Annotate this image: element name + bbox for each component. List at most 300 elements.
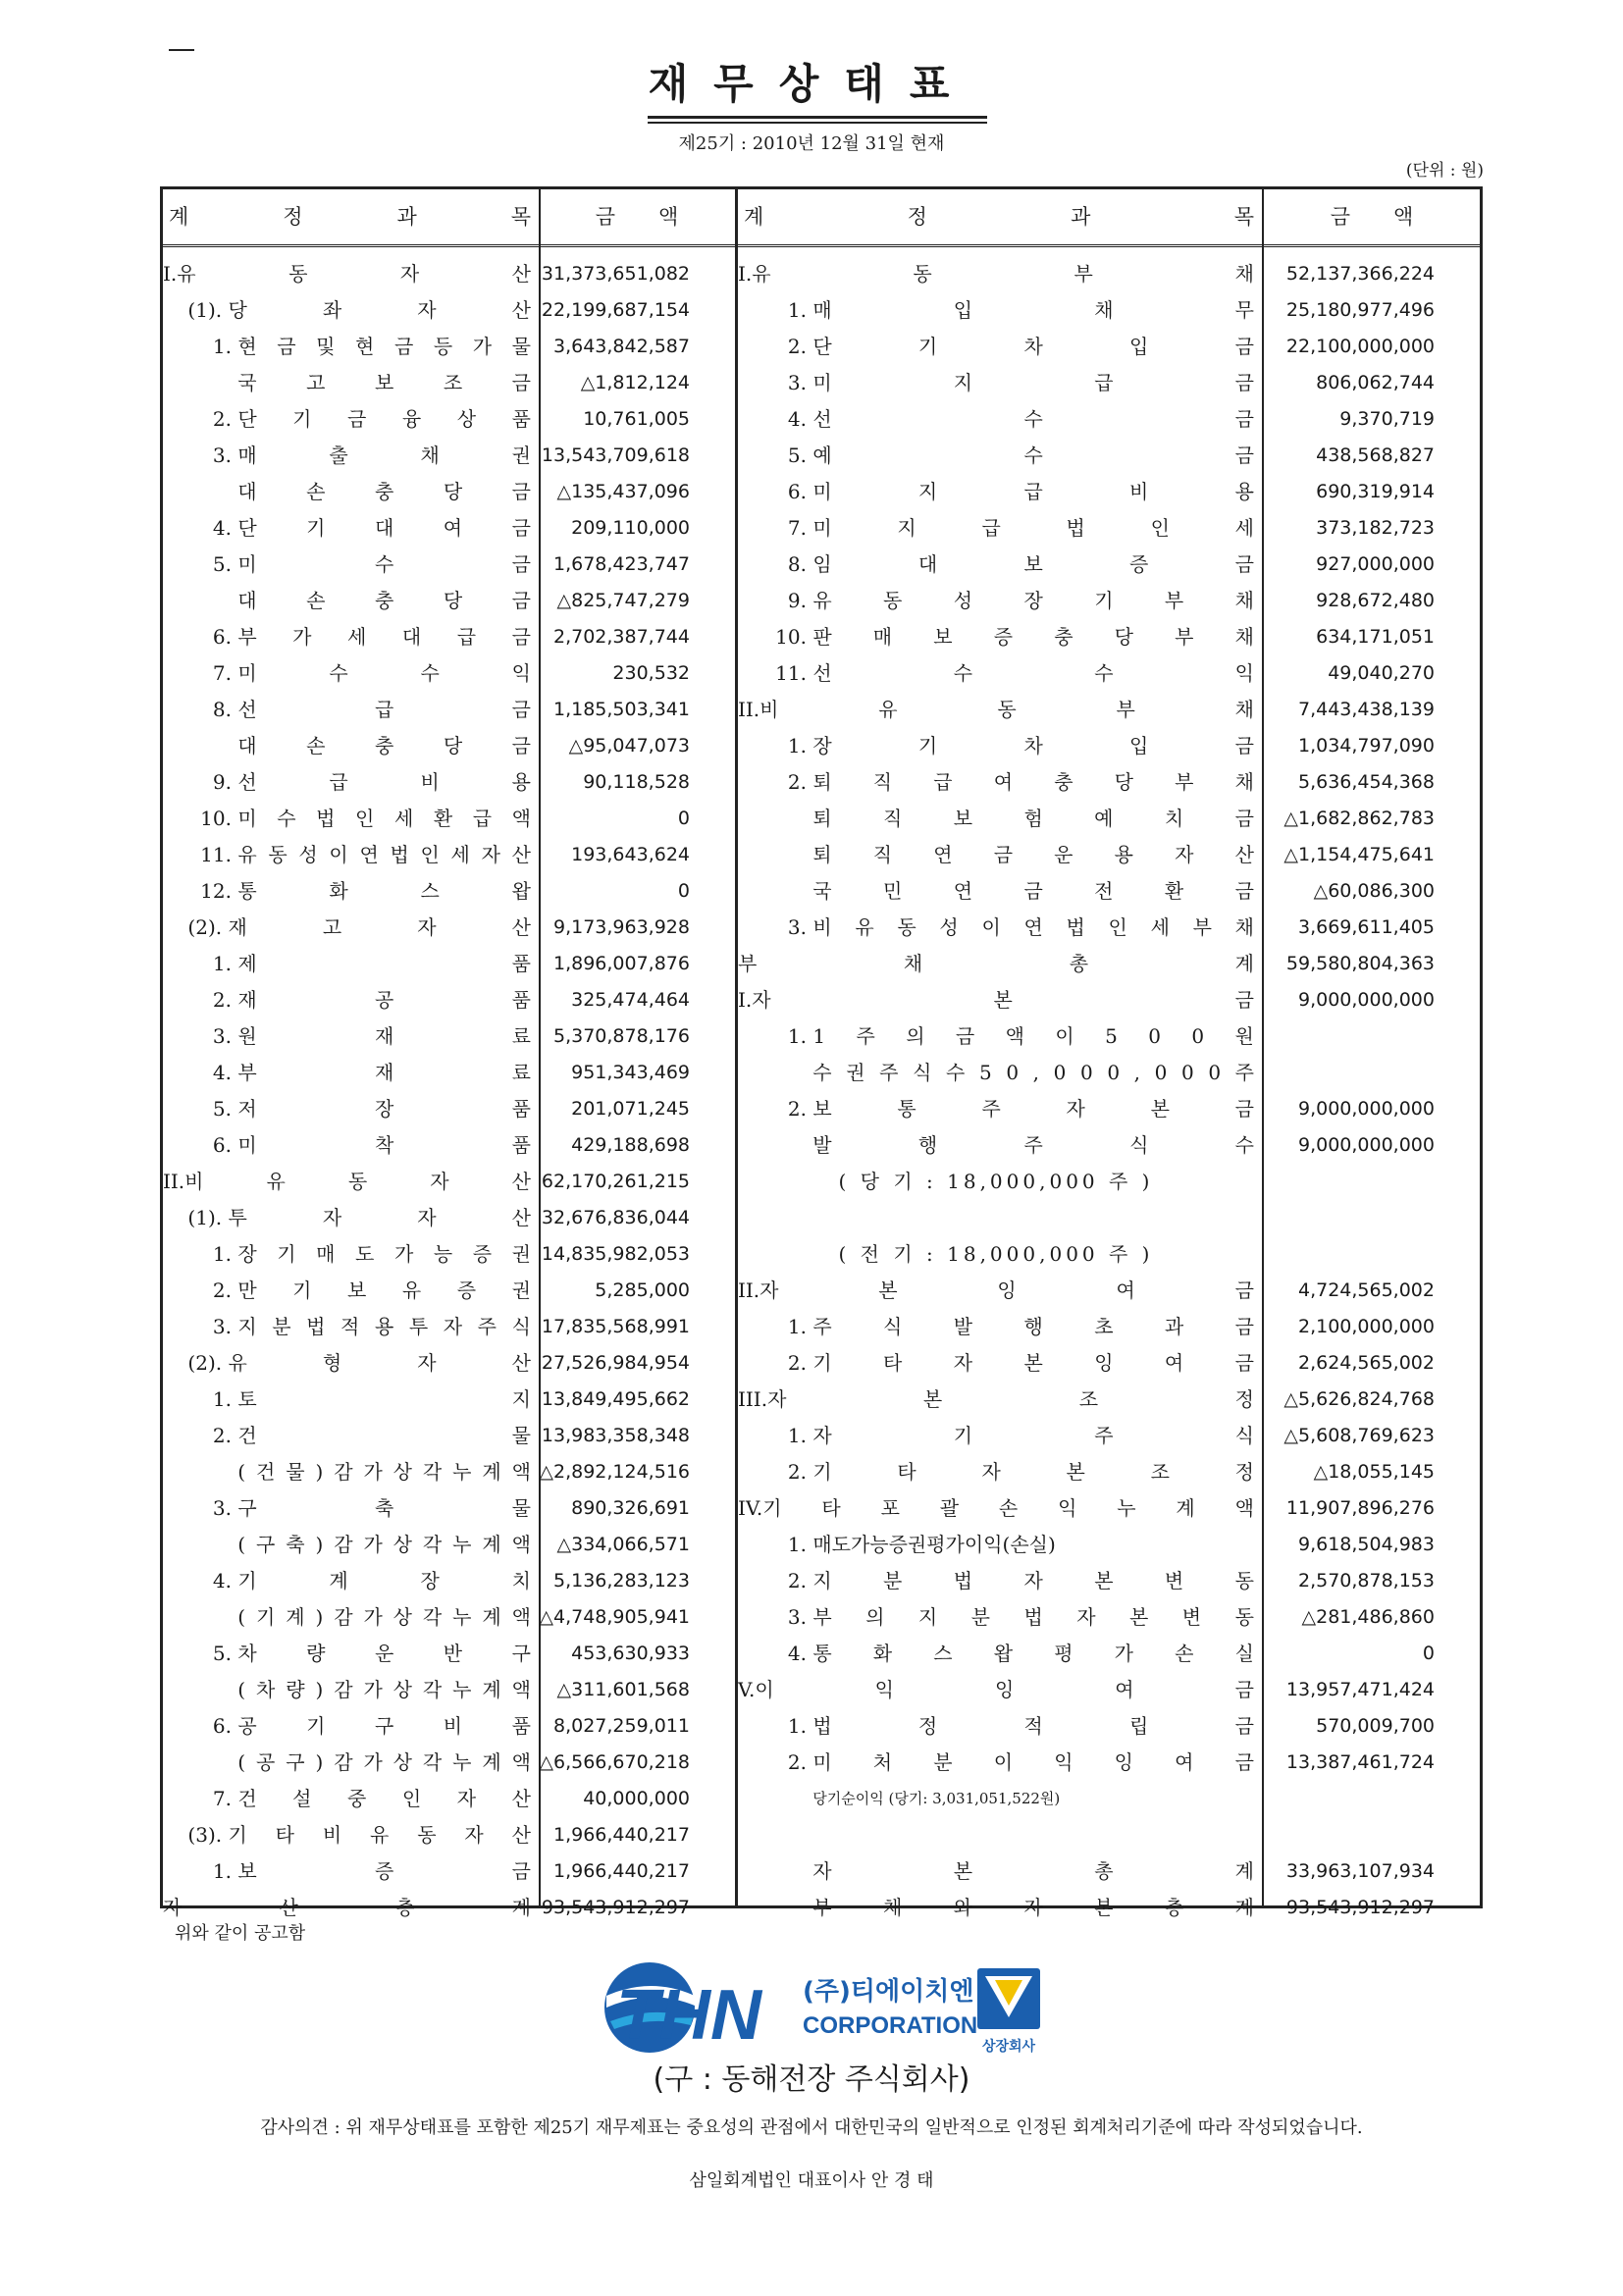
account-label: 통 화 스 왑 평 가 손 실 (812, 1642, 1254, 1665)
amount-cell: 3,669,611,405 (1297, 916, 1435, 938)
account-label: 부 채 와 자 본 총 계 (812, 1896, 1254, 1919)
logo-text: THN (616, 1976, 761, 2055)
table-row (163, 438, 735, 474)
amount-cell: △5,608,769,623 (1283, 1425, 1435, 1446)
account-label: 부 채 총 계 (738, 952, 1254, 975)
table-row (163, 1708, 735, 1745)
account-number: V. (738, 1678, 756, 1701)
table-row (738, 728, 1480, 764)
amount-cell (1262, 1164, 1480, 1200)
account-label: 부 의 지 분 법 자 본 변 동 (812, 1605, 1254, 1629)
amount-cell: 90,118,528 (583, 771, 690, 793)
amount-cell: 10,761,005 (583, 408, 690, 430)
account-label: ( 차 량 ) 감 가 상 각 누 계 액 (237, 1678, 531, 1701)
account-number (163, 1672, 237, 1708)
account-label: 기 타 자 본 잉 여 금 (812, 1351, 1254, 1375)
account-number: 1. (163, 1859, 238, 1883)
account-label: 이 익 잉 여 금 (755, 1678, 1254, 1701)
amount-cell: 13,543,709,618 (541, 444, 690, 466)
account-label: 퇴 직 보 험 예 치 금 (812, 807, 1254, 830)
account-name (163, 292, 539, 329)
account-name (738, 1636, 1262, 1672)
account-name (163, 1200, 539, 1236)
table-row (163, 910, 735, 946)
amount-cell: 13,957,471,424 (1285, 1679, 1435, 1700)
amount-cell: 62,170,261,215 (541, 1171, 690, 1192)
account-label: 자 본 총 계 (812, 1859, 1254, 1883)
amount-cell: 429,188,698 (571, 1134, 690, 1156)
table-row (163, 583, 735, 619)
table-row (738, 547, 1480, 583)
auditor-signature: 삼일회계법인 대표이사 안 경 태 (689, 2170, 934, 2191)
table-row (738, 764, 1480, 801)
amount-cell: △334,066,571 (556, 1534, 690, 1555)
account-label: 미 지 급 비 용 (812, 480, 1254, 503)
account-number (738, 1853, 812, 1890)
account-name (738, 873, 1262, 910)
account-name (738, 256, 1262, 292)
account-name (738, 1345, 1262, 1382)
account-number: 7. (738, 516, 813, 540)
amount-cell: 1,966,440,217 (552, 1860, 690, 1882)
account-name (738, 1454, 1262, 1490)
table-row (163, 1164, 735, 1200)
amount-cell: 0 (677, 808, 690, 829)
account-label: 차 량 운 반 구 (237, 1642, 531, 1665)
account-label: 퇴 직 급 여 충 당 부 채 (812, 770, 1254, 794)
account-label: 유 동 성 장 기 부 채 (812, 589, 1254, 612)
account-name (163, 692, 539, 728)
amount-cell: 59,580,804,363 (1285, 953, 1435, 974)
account-label: 비 유 동 자 산 (184, 1170, 531, 1193)
account-name (738, 1781, 1262, 1817)
table-row (163, 1636, 735, 1672)
account-name (163, 1236, 539, 1273)
table-row (738, 1091, 1480, 1127)
account-number: 5. (163, 1097, 238, 1121)
account-number: 2. (738, 1460, 813, 1484)
account-label: 단 기 대 여 금 (237, 516, 531, 540)
table-row (163, 655, 735, 692)
amount-cell: △1,812,124 (580, 372, 690, 393)
table-row (738, 910, 1480, 946)
account-name (738, 619, 1262, 655)
amount-cell: 5,636,454,368 (1297, 771, 1435, 793)
amount-cell: 0 (1422, 1643, 1435, 1664)
account-name (738, 365, 1262, 401)
amount-cell: 2,624,565,002 (1297, 1352, 1435, 1374)
table-row (738, 619, 1480, 655)
account-name (163, 910, 539, 946)
table-row (163, 1781, 735, 1817)
account-label: 단 기 금 융 상 품 (237, 407, 531, 431)
amount-cell: 5,285,000 (595, 1279, 690, 1301)
amount-cell: △311,601,568 (556, 1679, 690, 1700)
account-name (738, 329, 1262, 365)
account-label: 매 출 채 권 (237, 444, 531, 467)
header-char: 계 (744, 205, 764, 229)
amount-cell (1262, 1236, 1480, 1273)
table-row (163, 474, 735, 510)
account-label: 매도가능증권평가이익(손실) (812, 1533, 1056, 1556)
account-name (163, 619, 539, 655)
table-row (738, 1164, 1480, 1200)
account-number: 1. (738, 734, 813, 757)
amount-cell: 1,966,440,217 (552, 1824, 690, 1846)
audit-opinion: 감사의견 : 위 재무상태표를 포함한 제25기 재무제표는 중요성의 관점에서 대한민국의 일반적으로 인정된 회계처리기준에 따라 작성되었습니다. (260, 2117, 1363, 2138)
account-label: 비 유 동 부 채 (759, 698, 1254, 721)
account-label: 자 산 총 계 (163, 1896, 531, 1919)
account-name (163, 329, 539, 365)
account-label: 판 매 보 증 충 당 부 채 (812, 625, 1254, 649)
account-number (163, 474, 237, 510)
amount-cell: 9,000,000,000 (1297, 1134, 1435, 1156)
amount-cell: △4,748,905,941 (539, 1606, 690, 1628)
table-row (163, 510, 735, 547)
account-number (163, 365, 237, 401)
account-name (163, 438, 539, 474)
account-number: 3. (738, 1605, 813, 1629)
amount-cell: 690,319,914 (1316, 481, 1435, 502)
amount-cell: △825,747,279 (556, 590, 690, 611)
balance-sheet-table (160, 186, 1483, 1919)
table-row (738, 692, 1480, 728)
account-number: 9. (163, 770, 238, 794)
table-row (738, 873, 1480, 910)
account-number: 1. (738, 1024, 813, 1048)
account-name (738, 982, 1262, 1018)
account-number: (3). (163, 1823, 229, 1847)
table-row (738, 801, 1480, 837)
account-name (738, 1817, 1262, 1853)
table-row (163, 873, 735, 910)
account-number: 4. (738, 407, 813, 431)
account-label: 미 착 품 (237, 1133, 531, 1157)
table-row (163, 1382, 735, 1418)
account-name (738, 438, 1262, 474)
table-row (738, 1563, 1480, 1599)
account-number: 3. (163, 1315, 238, 1338)
amount-cell: 453,630,933 (571, 1643, 690, 1664)
account-name (738, 764, 1262, 801)
account-number: 8. (738, 552, 813, 576)
account-number: 3. (738, 371, 813, 394)
account-name (163, 946, 539, 982)
account-label: 주 식 발 행 초 과 금 (812, 1315, 1254, 1338)
table-row (738, 1853, 1480, 1890)
amount-cell: △6,566,670,218 (539, 1751, 690, 1773)
amount-cell: 52,137,366,224 (1285, 263, 1435, 285)
account-label: 선 급 금 (237, 698, 531, 721)
account-label: 재 공 품 (237, 988, 531, 1012)
account-number: 5. (163, 1642, 238, 1665)
amount-cell: 1,896,007,876 (552, 953, 690, 974)
account-number (738, 873, 812, 910)
account-number: 6. (738, 480, 813, 503)
account-number: 3. (738, 915, 813, 939)
amount-cell: △281,486,860 (1301, 1606, 1435, 1628)
account-name (163, 655, 539, 692)
account-number: 2. (163, 988, 238, 1012)
account-number: 5. (738, 444, 813, 467)
amount-cell: 373,182,723 (1316, 517, 1435, 539)
amount-cell (1262, 1055, 1480, 1091)
account-label: 비 유 동 성 이 연 법 인 세 부 채 (812, 915, 1254, 939)
table-row (738, 982, 1480, 1018)
amount-cell: 806,062,744 (1316, 372, 1435, 393)
table-row (738, 1599, 1480, 1636)
account-number: (2). (163, 1351, 229, 1375)
account-number: (1). (163, 1206, 229, 1229)
header-char: 과 (1071, 205, 1091, 229)
account-name (738, 547, 1262, 583)
account-label: 건 설 중 인 자 산 (237, 1787, 531, 1810)
amount-cell: △135,437,096 (556, 481, 690, 502)
amount-cell: 1,185,503,341 (552, 699, 690, 720)
amount-cell: △1,154,475,641 (1283, 844, 1435, 865)
table-row (738, 510, 1480, 547)
amount-cell: 13,387,461,724 (1285, 1751, 1435, 1773)
account-label: 미 수 금 (237, 552, 531, 576)
amount-cell (1262, 1200, 1480, 1236)
header-char: 목 (510, 205, 531, 229)
account-name (163, 837, 539, 873)
account-label: 예 수 금 (812, 444, 1254, 467)
account-label: 기 타 포 괄 손 익 누 계 액 (762, 1496, 1254, 1520)
account-label: 1 주 의 금 액 이 5 0 0 원 (812, 1024, 1254, 1048)
account-name (163, 1382, 539, 1418)
amount-cell: △2,892,124,516 (539, 1461, 690, 1483)
header-char: 정 (907, 205, 927, 229)
table-row (738, 1236, 1480, 1273)
amount-cell: 5,370,878,176 (552, 1025, 690, 1047)
account-number: III. (738, 1387, 768, 1411)
account-name (163, 474, 539, 510)
table-row (738, 655, 1480, 692)
account-label: 국 고 보 조 금 (237, 371, 531, 394)
account-name (163, 1636, 539, 1672)
account-name (163, 1563, 539, 1599)
amount-cell: 9,173,963,928 (552, 916, 690, 938)
table-row (163, 946, 735, 982)
table-row (738, 1745, 1480, 1781)
account-number: 6. (163, 1133, 238, 1157)
account-number: 2. (738, 1569, 813, 1592)
account-name (738, 1672, 1262, 1708)
table-row (163, 1309, 735, 1345)
account-name (163, 547, 539, 583)
account-number: 2. (738, 1351, 813, 1375)
company-logo (593, 1957, 1054, 2059)
account-label: 통 화 스 왑 (237, 879, 531, 903)
account-label: 자 본 조 정 (767, 1387, 1254, 1411)
account-number: 1. (163, 335, 238, 358)
account-name (163, 1273, 539, 1309)
account-name (738, 1708, 1262, 1745)
amount-cell: △60,086,300 (1313, 880, 1435, 902)
account-number: (1). (163, 298, 229, 322)
table-row (163, 329, 735, 365)
table-row (163, 1418, 735, 1454)
account-name (163, 1018, 539, 1055)
amount-cell: 1,678,423,747 (552, 553, 690, 575)
table-row (163, 547, 735, 583)
amount-cell: △5,626,824,768 (1283, 1388, 1435, 1410)
table-row (738, 1454, 1480, 1490)
account-number: 6. (163, 1714, 238, 1738)
amount-cell: 93,543,912,297 (1285, 1897, 1435, 1918)
table-row (738, 946, 1480, 982)
amount-cell: 570,009,700 (1316, 1715, 1435, 1737)
table-row (738, 1018, 1480, 1055)
table-row (163, 801, 735, 837)
account-name (738, 1418, 1262, 1454)
account-label: 보 증 금 (237, 1859, 531, 1883)
account-name (738, 1018, 1262, 1055)
amount-cell: 27,526,984,954 (541, 1352, 690, 1374)
account-name (163, 1127, 539, 1164)
account-label: 자 기 주 식 (812, 1424, 1254, 1447)
table-row (163, 764, 735, 801)
account-number: II. (738, 1278, 760, 1302)
amount-cell: △18,055,145 (1313, 1461, 1435, 1483)
account-number: I. (738, 262, 753, 286)
amount-cell: 9,370,719 (1339, 408, 1435, 430)
account-name (738, 1745, 1262, 1781)
account-number (738, 801, 812, 837)
account-label: 퇴 직 연 금 운 용 자 산 (812, 843, 1254, 866)
account-label: 발 행 주 식 수 (812, 1133, 1254, 1157)
amount-cell: 325,474,464 (571, 989, 690, 1011)
account-name (163, 1309, 539, 1345)
amount-cell: 22,100,000,000 (1285, 336, 1435, 357)
account-name (738, 801, 1262, 837)
title-underline (648, 116, 987, 119)
account-number: 10. (738, 625, 813, 649)
amount-cell: △95,047,073 (568, 735, 690, 757)
table-row (738, 438, 1480, 474)
account-label: 자 본 금 (752, 988, 1254, 1012)
account-name (163, 1781, 539, 1817)
account-number: 2. (738, 335, 813, 358)
amount-cell: △1,682,862,783 (1283, 808, 1435, 829)
account-name (738, 1853, 1262, 1890)
account-name (163, 1599, 539, 1636)
table-row (163, 292, 735, 329)
amount-cell: 32,676,836,044 (541, 1207, 690, 1228)
header-account-left (163, 189, 539, 244)
table-row (738, 1382, 1480, 1418)
amount-cell: 7,443,438,139 (1297, 699, 1435, 720)
account-number: 11. (738, 661, 813, 685)
account-name (738, 1309, 1262, 1345)
table-row (738, 1309, 1480, 1345)
account-name (738, 1091, 1262, 1127)
account-label: 원 재 료 (237, 1024, 531, 1048)
table-row (738, 1418, 1480, 1454)
account-number (738, 1127, 812, 1164)
account-number (163, 728, 237, 764)
notice-text: 위와 같이 공고함 (175, 1923, 306, 1944)
account-label: 공 기 구 비 품 (237, 1714, 531, 1738)
table-row (738, 1708, 1480, 1745)
table-row (738, 1672, 1480, 1708)
account-name (163, 1817, 539, 1853)
account-number: 12. (163, 879, 238, 903)
account-name (738, 837, 1262, 873)
table-row (163, 1490, 735, 1527)
account-name (163, 1345, 539, 1382)
amount-cell: 33,963,107,934 (1285, 1860, 1435, 1882)
account-label: 기 계 장 치 (237, 1569, 531, 1592)
amount-cell: 3,643,842,587 (552, 336, 690, 357)
account-name (738, 1563, 1262, 1599)
table-row (163, 1817, 735, 1853)
account-label: 장 기 매 도 가 능 증 권 (237, 1242, 531, 1266)
account-name (738, 1236, 1262, 1273)
amount-cell: 201,071,245 (571, 1098, 690, 1120)
table-row (738, 1527, 1480, 1563)
account-label: ( 건 물 ) 감 가 상 각 누 계 액 (237, 1460, 531, 1484)
table-row (163, 692, 735, 728)
table-row (738, 1781, 1480, 1817)
table-row (163, 1236, 735, 1273)
account-number: 1. (738, 298, 813, 322)
account-label: 미 수 법 인 세 환 급 액 (237, 807, 531, 830)
account-label: ( 전 기 : 18,000,000 주 ) (838, 1242, 1154, 1266)
table-row (738, 1127, 1480, 1164)
liabilities-equity-column (738, 256, 1480, 1926)
account-number: 7. (163, 1787, 238, 1810)
table-row (163, 1091, 735, 1127)
account-number: 1. (163, 1387, 238, 1411)
account-name (163, 401, 539, 438)
account-name (738, 401, 1262, 438)
account-label: 유 동 자 산 (177, 262, 531, 286)
logo-company: (주)티에이치엔 (803, 1977, 974, 2007)
account-name (163, 1527, 539, 1563)
table-row (163, 837, 735, 873)
header-amount-left: 금액 (595, 205, 722, 229)
amount-cell: 928,672,480 (1316, 590, 1435, 611)
amount-cell: 634,171,051 (1316, 626, 1435, 648)
assets-column (163, 256, 735, 1926)
account-number: II. (163, 1170, 185, 1193)
account-number (163, 583, 237, 619)
table-row (163, 1599, 735, 1636)
account-label: 대 손 충 당 금 (237, 589, 531, 612)
account-number: 7. (163, 661, 238, 685)
account-name (738, 474, 1262, 510)
account-label: 대 손 충 당 금 (237, 734, 531, 757)
account-name (738, 728, 1262, 764)
account-label: 대 손 충 당 금 (237, 480, 531, 503)
account-name (163, 1708, 539, 1745)
header-char: 계 (169, 205, 189, 229)
table-row (163, 1745, 735, 1781)
account-label: 국 민 연 금 전 환 금 (812, 879, 1254, 903)
amount-cell: 14,835,982,053 (541, 1243, 690, 1265)
account-number (163, 1454, 237, 1490)
amount-cell (1262, 1018, 1480, 1055)
account-name (163, 1745, 539, 1781)
amount-cell: 890,326,691 (571, 1497, 690, 1519)
table-row (738, 365, 1480, 401)
account-name (163, 256, 539, 292)
account-name (738, 292, 1262, 329)
amount-cell: 93,543,912,297 (541, 1897, 690, 1918)
amount-cell: 4,724,565,002 (1297, 1279, 1435, 1301)
